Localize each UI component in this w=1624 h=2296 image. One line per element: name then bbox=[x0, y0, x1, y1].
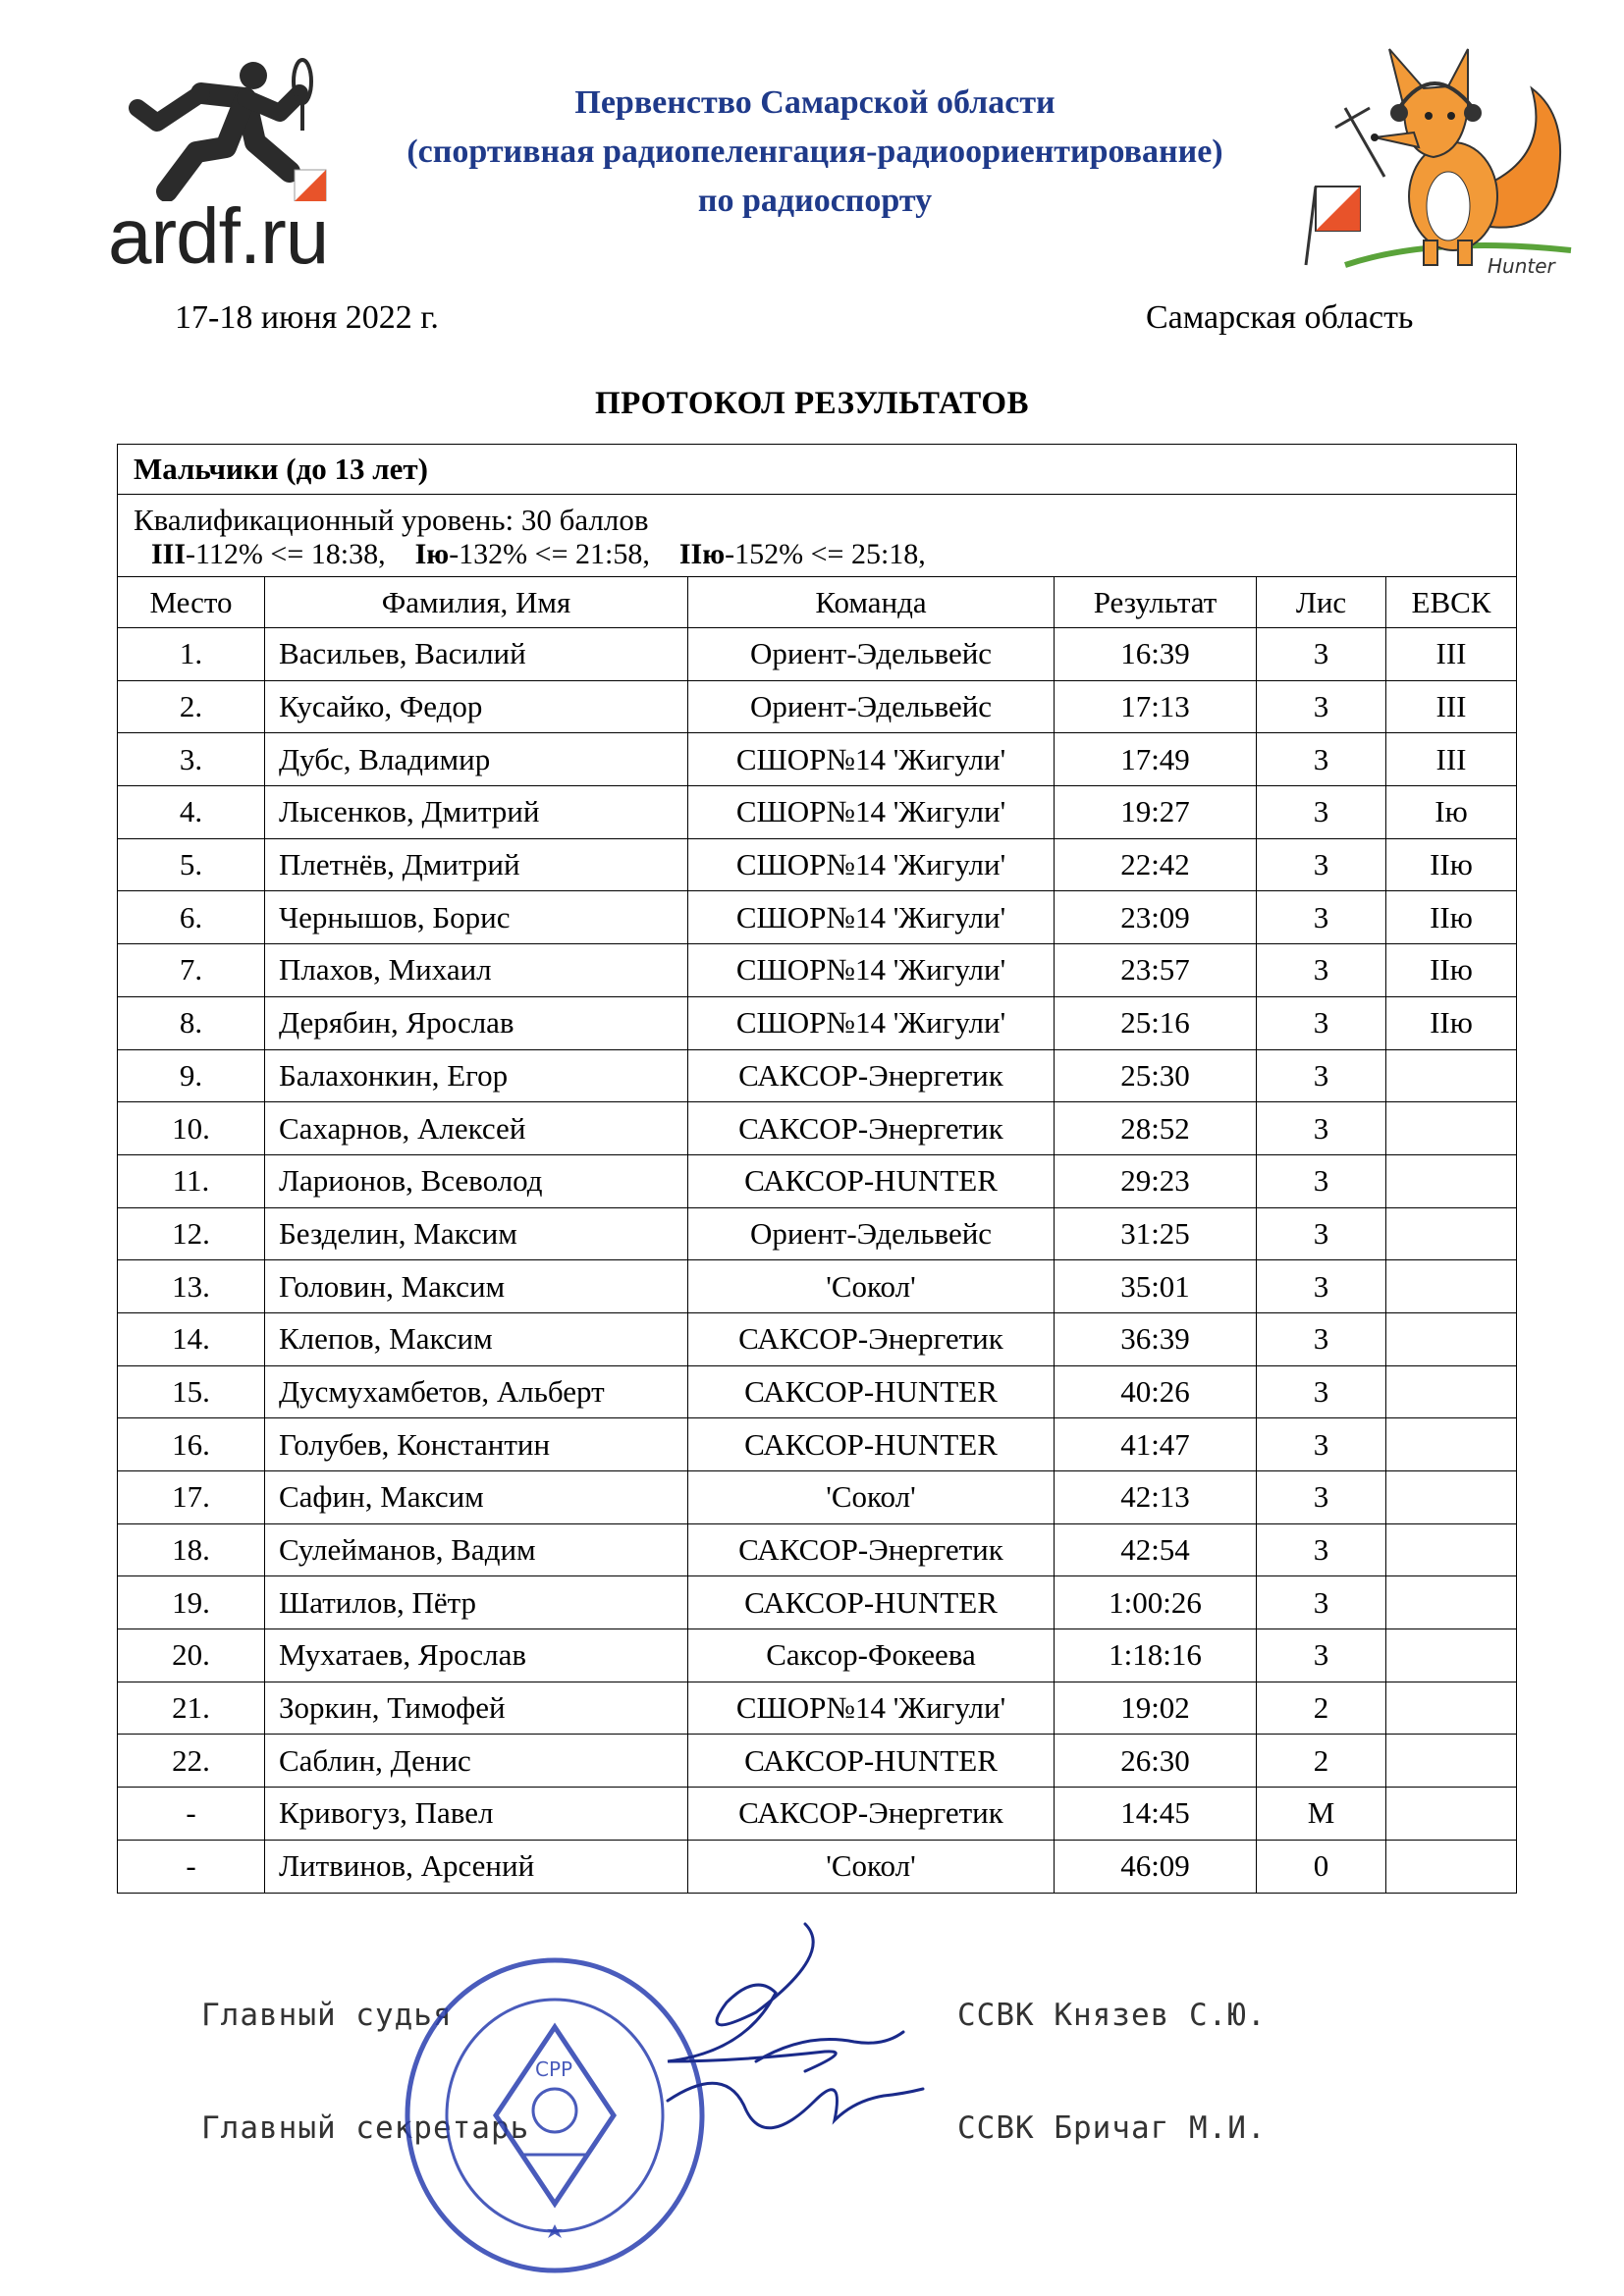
cell-rank bbox=[1386, 1523, 1517, 1576]
table-row bbox=[118, 1102, 1517, 1155]
cell-team: САКСОР-Энергетик bbox=[688, 1312, 1055, 1365]
cell-team: СШОР№14 'Жигули' bbox=[688, 838, 1055, 891]
table-body bbox=[118, 628, 1517, 1894]
column-header-foxes: Лис bbox=[1257, 577, 1386, 628]
cell-result: 41:47 bbox=[1055, 1418, 1257, 1471]
cell-team: СШОР№14 'Жигули' bbox=[688, 733, 1055, 786]
table-row bbox=[118, 1207, 1517, 1260]
cell-result: 19:27 bbox=[1055, 786, 1257, 839]
cell-place: 17. bbox=[118, 1471, 265, 1524]
cell-place: 20. bbox=[118, 1629, 265, 1682]
cell-result: 22:42 bbox=[1055, 838, 1257, 891]
cell-result: 23:09 bbox=[1055, 891, 1257, 944]
rank-rule: -132% <= 21:58, bbox=[449, 538, 650, 570]
cell-result: 14:45 bbox=[1055, 1788, 1257, 1841]
cell-rank bbox=[1386, 1365, 1517, 1418]
table-row bbox=[118, 1788, 1517, 1841]
cell-result: 25:30 bbox=[1055, 1049, 1257, 1102]
mascot-label: Hunter bbox=[1488, 254, 1555, 278]
table-row bbox=[118, 1260, 1517, 1313]
title-line-3: по радиоспорту bbox=[697, 183, 933, 219]
cell-result: 19:02 bbox=[1055, 1682, 1257, 1735]
cell-team: САКСОР-HUNTER bbox=[688, 1576, 1055, 1629]
cell-place: 9. bbox=[118, 1049, 265, 1102]
column-header-result: Результат bbox=[1055, 577, 1257, 628]
cell-name: Клепов, Максим bbox=[265, 1312, 688, 1365]
cell-result: 25:16 bbox=[1055, 996, 1257, 1049]
column-header-name: Фамилия, Имя bbox=[265, 577, 688, 628]
cell-place: 12. bbox=[118, 1207, 265, 1260]
cell-team: 'Сокол' bbox=[688, 1260, 1055, 1313]
cell-result: 40:26 bbox=[1055, 1365, 1257, 1418]
cell-name: Литвинов, Арсений bbox=[265, 1840, 688, 1893]
table-row bbox=[118, 1840, 1517, 1893]
signatures bbox=[609, 1914, 943, 2189]
cell-name: Кусайко, Федор bbox=[265, 680, 688, 733]
cell-team: СШОР№14 'Жигули' bbox=[688, 1682, 1055, 1735]
cell-name: Шатилов, Пётр bbox=[265, 1576, 688, 1629]
column-header-team: Команда bbox=[688, 577, 1055, 628]
cell-foxes: 3 bbox=[1257, 891, 1386, 944]
cell-result: 42:13 bbox=[1055, 1471, 1257, 1524]
cell-foxes: 3 bbox=[1257, 838, 1386, 891]
cell-place: 14. bbox=[118, 1312, 265, 1365]
cell-foxes: 3 bbox=[1257, 1049, 1386, 1102]
table-row bbox=[118, 1523, 1517, 1576]
rank-rule: -152% <= 25:18, bbox=[725, 538, 926, 570]
fox-mascot-icon bbox=[1286, 39, 1581, 285]
protocol-title: ПРОТОКОЛ РЕЗУЛЬТАТОВ bbox=[594, 386, 1030, 421]
cell-rank bbox=[1386, 1154, 1517, 1207]
cell-name: Головин, Максим bbox=[265, 1260, 688, 1313]
svg-text:СРР: СРР bbox=[535, 2057, 573, 2081]
cell-rank bbox=[1386, 1049, 1517, 1102]
cell-foxes: 3 bbox=[1257, 1260, 1386, 1313]
cell-place: 21. bbox=[118, 1682, 265, 1735]
cell-team: СШОР№14 'Жигули' bbox=[688, 891, 1055, 944]
cell-foxes: 3 bbox=[1257, 1576, 1386, 1629]
table-row bbox=[118, 1629, 1517, 1682]
cell-name: Мухатаев, Ярослав bbox=[265, 1629, 688, 1682]
cell-place: - bbox=[118, 1788, 265, 1841]
cell-team: Ориент-Эдельвейс bbox=[688, 680, 1055, 733]
cell-name: Лысенков, Дмитрий bbox=[265, 786, 688, 839]
cell-rank: III bbox=[1386, 628, 1517, 681]
group-title: Мальчики (до 13 лет) bbox=[118, 445, 1517, 495]
qualification-row bbox=[118, 495, 1517, 577]
cell-name: Сахарнов, Алексей bbox=[265, 1102, 688, 1155]
cell-rank bbox=[1386, 1102, 1517, 1155]
cell-foxes: 0 bbox=[1257, 1840, 1386, 1893]
cell-place: 11. bbox=[118, 1154, 265, 1207]
cell-foxes: 3 bbox=[1257, 786, 1386, 839]
cell-rank: Iю bbox=[1386, 786, 1517, 839]
cell-team: СШОР№14 'Жигули' bbox=[688, 786, 1055, 839]
table-row bbox=[118, 1312, 1517, 1365]
cell-foxes: 3 bbox=[1257, 996, 1386, 1049]
cell-name: Дубс, Владимир bbox=[265, 733, 688, 786]
table-row bbox=[118, 1418, 1517, 1471]
cell-result: 28:52 bbox=[1055, 1102, 1257, 1155]
title-line-2: (спортивная радиопеленгация-радиоориентирование) bbox=[406, 133, 1223, 170]
cell-result: 17:49 bbox=[1055, 733, 1257, 786]
cell-team: САКСОР-HUNTER bbox=[688, 1418, 1055, 1471]
group-title-row bbox=[118, 445, 1517, 495]
cell-result: 42:54 bbox=[1055, 1523, 1257, 1576]
qualification-level: Квалификационный уровень: 30 баллов bbox=[134, 503, 649, 537]
cell-team: Ориент-Эдельвейс bbox=[688, 1207, 1055, 1260]
cell-name: Чернышов, Борис bbox=[265, 891, 688, 944]
cell-name: Плахов, Михаил bbox=[265, 944, 688, 997]
cell-place: 6. bbox=[118, 891, 265, 944]
title-line-1: Первенство Самарской области bbox=[574, 84, 1056, 121]
event-date: 17-18 июня 2022 г. bbox=[175, 299, 439, 336]
table-row bbox=[118, 628, 1517, 681]
table-row bbox=[118, 944, 1517, 997]
cell-name: Дусмухамбетов, Альберт bbox=[265, 1365, 688, 1418]
cell-place: 13. bbox=[118, 1260, 265, 1313]
rank-label: Iю bbox=[414, 538, 450, 570]
cell-result: 1:00:26 bbox=[1055, 1576, 1257, 1629]
cell-rank bbox=[1386, 1840, 1517, 1893]
results-table bbox=[117, 444, 1516, 1894]
cell-place: 5. bbox=[118, 838, 265, 891]
cell-rank: III bbox=[1386, 733, 1517, 786]
cell-place: 22. bbox=[118, 1735, 265, 1788]
cell-result: 23:57 bbox=[1055, 944, 1257, 997]
cell-result: 46:09 bbox=[1055, 1840, 1257, 1893]
cell-rank: III bbox=[1386, 680, 1517, 733]
cell-team: САКСОР-HUNTER bbox=[688, 1154, 1055, 1207]
cell-name: Ларионов, Всеволод bbox=[265, 1154, 688, 1207]
chief-judge-label: Главный судья bbox=[201, 1998, 453, 2033]
cell-name: Саблин, Денис bbox=[265, 1735, 688, 1788]
table-row bbox=[118, 680, 1517, 733]
table-row bbox=[118, 1154, 1517, 1207]
cell-result: 1:18:16 bbox=[1055, 1629, 1257, 1682]
cell-team: Ориент-Эдельвейс bbox=[688, 628, 1055, 681]
cell-foxes: 3 bbox=[1257, 1207, 1386, 1260]
column-header-place: Место bbox=[118, 577, 265, 628]
cell-result: 26:30 bbox=[1055, 1735, 1257, 1788]
table-row bbox=[118, 733, 1517, 786]
cell-place: 7. bbox=[118, 944, 265, 997]
cell-team: Саксор-Фокеева bbox=[688, 1629, 1055, 1682]
cell-rank bbox=[1386, 1576, 1517, 1629]
table-row bbox=[118, 891, 1517, 944]
rank-label: III bbox=[151, 538, 187, 570]
chief-judge-name: ССВК Князев С.Ю. bbox=[957, 1998, 1267, 2033]
table-row bbox=[118, 1471, 1517, 1524]
rank-label: IIю bbox=[678, 538, 726, 570]
cell-team: 'Сокол' bbox=[688, 1471, 1055, 1524]
cell-foxes: 3 bbox=[1257, 944, 1386, 997]
cell-foxes: 2 bbox=[1257, 1735, 1386, 1788]
cell-place: 4. bbox=[118, 786, 265, 839]
table-row bbox=[118, 996, 1517, 1049]
rank-rule: -112% <= 18:38, bbox=[186, 538, 386, 570]
table-row bbox=[118, 1576, 1517, 1629]
table-row bbox=[118, 786, 1517, 839]
signature-icon bbox=[609, 1914, 943, 2189]
chief-secretary-label: Главный секретарь bbox=[201, 2110, 530, 2146]
cell-foxes: 3 bbox=[1257, 1629, 1386, 1682]
cell-foxes: 3 bbox=[1257, 1523, 1386, 1576]
cell-rank bbox=[1386, 1735, 1517, 1788]
cell-name: Безделин, Максим bbox=[265, 1207, 688, 1260]
cell-result: 35:01 bbox=[1055, 1260, 1257, 1313]
ardf-logo bbox=[108, 54, 344, 280]
cell-name: Балахонкин, Егор bbox=[265, 1049, 688, 1102]
cell-team: СШОР№14 'Жигули' bbox=[688, 996, 1055, 1049]
cell-rank bbox=[1386, 1788, 1517, 1841]
cell-foxes: 3 bbox=[1257, 680, 1386, 733]
table-row bbox=[118, 1049, 1517, 1102]
cell-result: 29:23 bbox=[1055, 1154, 1257, 1207]
cell-name: Зоркин, Тимофей bbox=[265, 1682, 688, 1735]
cell-team: САКСОР-Энергетик bbox=[688, 1788, 1055, 1841]
cell-place: - bbox=[118, 1840, 265, 1893]
cell-result: 16:39 bbox=[1055, 628, 1257, 681]
cell-team: САКСОР-Энергетик bbox=[688, 1102, 1055, 1155]
table-row bbox=[118, 1682, 1517, 1735]
cell-rank bbox=[1386, 1418, 1517, 1471]
qualification-ranks bbox=[134, 537, 1516, 571]
cell-name: Сафин, Максим bbox=[265, 1471, 688, 1524]
cell-place: 18. bbox=[118, 1523, 265, 1576]
cell-team: САКСОР-HUNTER bbox=[688, 1735, 1055, 1788]
fox-mascot-image bbox=[1286, 39, 1581, 285]
cell-team: СШОР№14 'Жигули' bbox=[688, 944, 1055, 997]
cell-foxes: M bbox=[1257, 1788, 1386, 1841]
cell-rank: IIю bbox=[1386, 944, 1517, 997]
cell-name: Сулейманов, Вадим bbox=[265, 1523, 688, 1576]
event-place: Самарская область bbox=[1146, 299, 1414, 336]
cell-rank: IIю bbox=[1386, 838, 1517, 891]
cell-name: Дерябин, Ярослав bbox=[265, 996, 688, 1049]
cell-name: Плетнёв, Дмитрий bbox=[265, 838, 688, 891]
cell-foxes: 2 bbox=[1257, 1682, 1386, 1735]
cell-foxes: 3 bbox=[1257, 1365, 1386, 1418]
cell-team: САКСОР-Энергетик bbox=[688, 1523, 1055, 1576]
column-header-rank: ЕВСК bbox=[1386, 577, 1517, 628]
cell-rank bbox=[1386, 1629, 1517, 1682]
cell-result: 36:39 bbox=[1055, 1312, 1257, 1365]
cell-name: Голубев, Константин bbox=[265, 1418, 688, 1471]
cell-name: Кривогуз, Павел bbox=[265, 1788, 688, 1841]
cell-rank bbox=[1386, 1207, 1517, 1260]
cell-place: 15. bbox=[118, 1365, 265, 1418]
runner-icon bbox=[108, 54, 344, 201]
cell-rank bbox=[1386, 1312, 1517, 1365]
table-row bbox=[118, 1365, 1517, 1418]
event-title bbox=[334, 79, 1296, 226]
cell-rank: IIю bbox=[1386, 996, 1517, 1049]
cell-rank: IIю bbox=[1386, 891, 1517, 944]
chief-secretary-name: ССВК Бричаг М.И. bbox=[957, 2110, 1267, 2146]
cell-place: 1. bbox=[118, 628, 265, 681]
cell-team: 'Сокол' bbox=[688, 1840, 1055, 1893]
cell-foxes: 3 bbox=[1257, 1418, 1386, 1471]
table-row bbox=[118, 1735, 1517, 1788]
logo-text: ardf.ru bbox=[108, 192, 329, 280]
cell-rank bbox=[1386, 1682, 1517, 1735]
cell-place: 10. bbox=[118, 1102, 265, 1155]
cell-result: 17:13 bbox=[1055, 680, 1257, 733]
cell-foxes: 3 bbox=[1257, 628, 1386, 681]
table-header-row bbox=[118, 577, 1517, 628]
cell-team: САКСОР-Энергетик bbox=[688, 1049, 1055, 1102]
cell-foxes: 3 bbox=[1257, 1154, 1386, 1207]
cell-team: САКСОР-HUNTER bbox=[688, 1365, 1055, 1418]
cell-place: 3. bbox=[118, 733, 265, 786]
cell-name: Васильев, Василий bbox=[265, 628, 688, 681]
cell-place: 2. bbox=[118, 680, 265, 733]
cell-place: 19. bbox=[118, 1576, 265, 1629]
cell-foxes: 3 bbox=[1257, 1471, 1386, 1524]
cell-place: 16. bbox=[118, 1418, 265, 1471]
cell-result: 31:25 bbox=[1055, 1207, 1257, 1260]
cell-place: 8. bbox=[118, 996, 265, 1049]
cell-foxes: 3 bbox=[1257, 1102, 1386, 1155]
cell-rank bbox=[1386, 1471, 1517, 1524]
table-row bbox=[118, 838, 1517, 891]
cell-rank bbox=[1386, 1260, 1517, 1313]
cell-foxes: 3 bbox=[1257, 1312, 1386, 1365]
cell-foxes: 3 bbox=[1257, 733, 1386, 786]
